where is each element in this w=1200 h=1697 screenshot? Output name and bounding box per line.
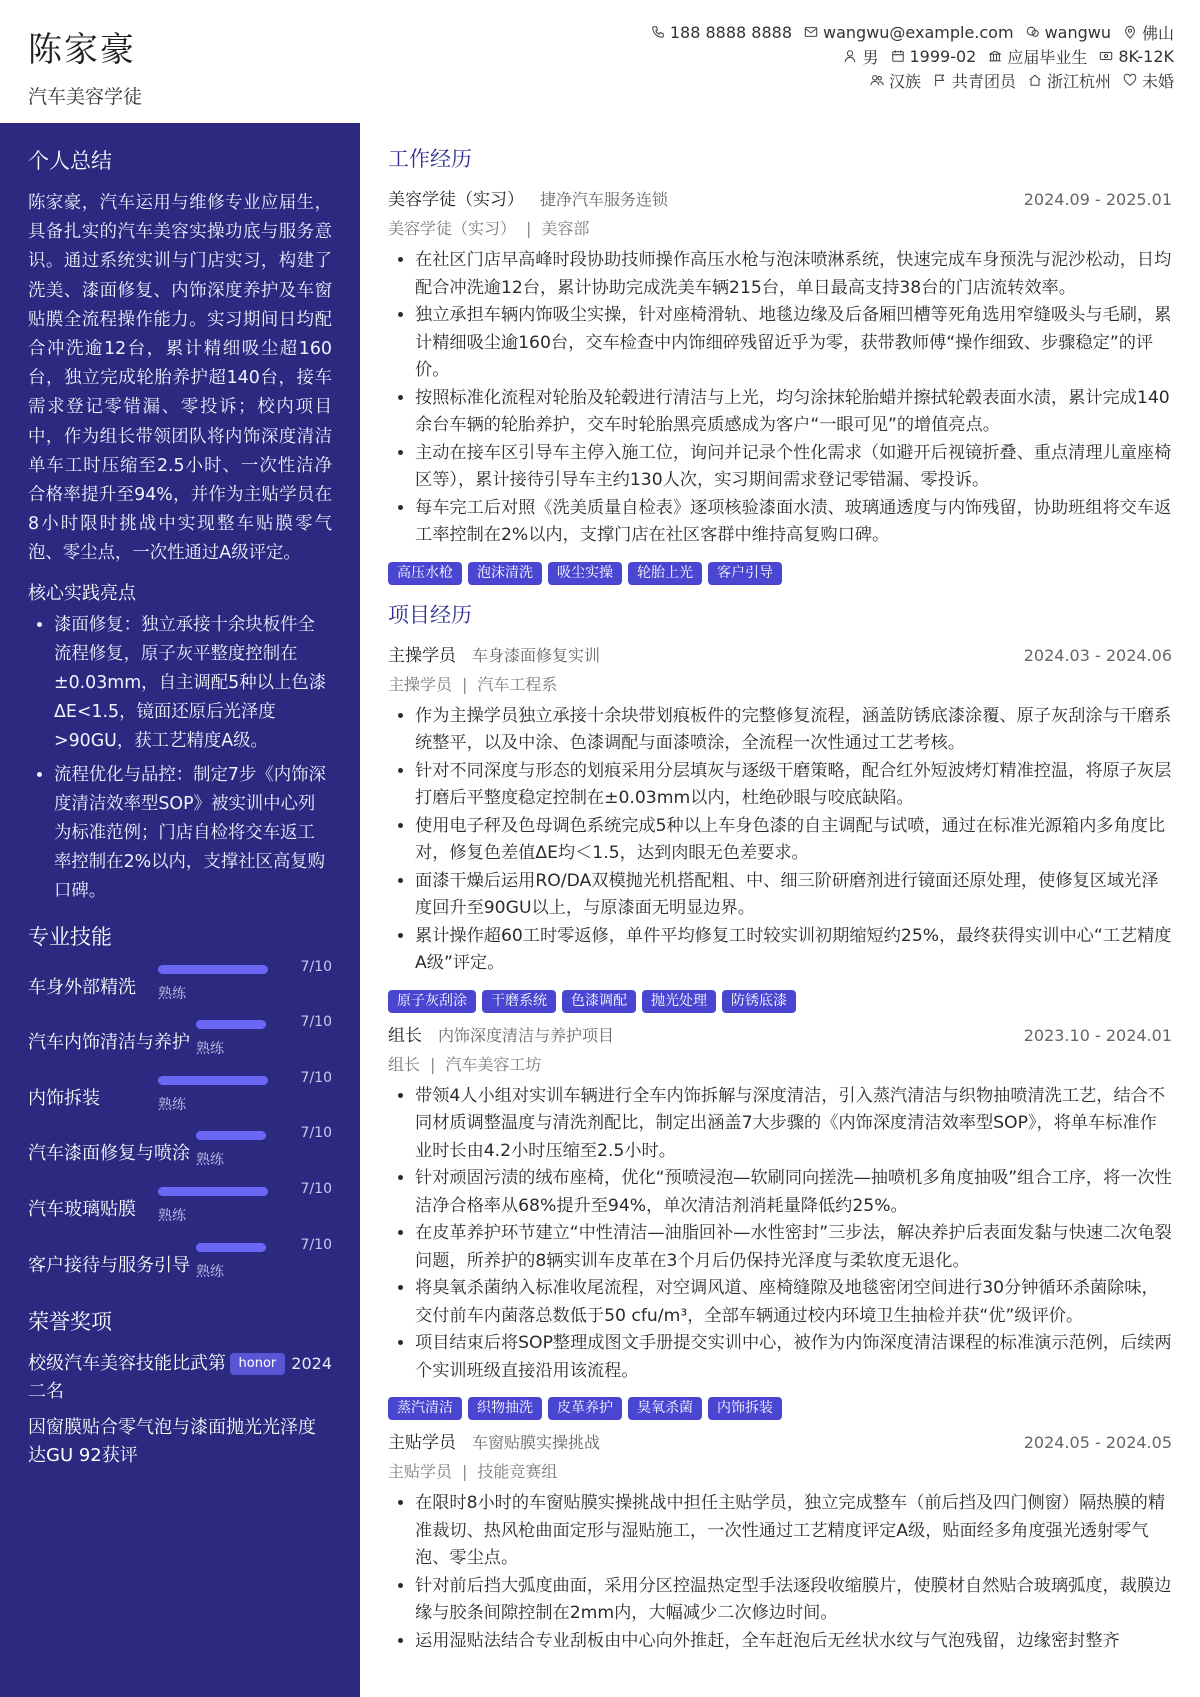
entry-date: 2023.10 - 2024.01 bbox=[1023, 1025, 1172, 1045]
skill-score: 7/10 bbox=[300, 958, 332, 975]
highlights-heading: 核心实践亮点 bbox=[28, 582, 136, 604]
entry-bullets bbox=[388, 1490, 1172, 1655]
bullet-item: • 累计操作超60工时零返修，单件平均修复工时较实训初期缩短约25%，最终获得实训中心“工艺精度A级”评定。 bbox=[415, 923, 1172, 978]
contact-item bbox=[1123, 69, 1174, 92]
skill-name: 汽车内饰清洁与养护 bbox=[28, 1032, 190, 1054]
award-row bbox=[28, 1414, 332, 1470]
tag-list bbox=[388, 1397, 1172, 1420]
bullet-item: • 将臭氧杀菌纳入标准收尾流程，对空调风道、座椅缝隙及地毯密闭空间进行30分钟循环杀菌除味，交付前车内菌落总数低于50 cfu/m³，全部车辆通过校内环境卫生抽检并获“优”级评价。 bbox=[415, 1275, 1172, 1330]
contact-text: 1999-02 bbox=[909, 46, 977, 66]
skill-row bbox=[28, 1014, 332, 1076]
separator: | bbox=[462, 1462, 468, 1481]
calendar-icon bbox=[891, 49, 905, 63]
entry-sub-role: 主操学员 bbox=[388, 674, 453, 694]
contact-item bbox=[1026, 23, 1111, 42]
bullet-item: • 运用湿贴法结合专业刮板由中心向外推赶，全车赶泡后无丝状水纹与气泡残留，边缘密封整齐 bbox=[415, 1628, 1172, 1656]
skill-row bbox=[28, 1181, 332, 1243]
entry-sub-role: 美容学徒（实习） bbox=[388, 219, 517, 238]
contact-item bbox=[651, 23, 792, 42]
skills-heading: 专业技能 bbox=[28, 924, 112, 949]
mail-icon bbox=[804, 25, 818, 39]
entry-title: 主贴学员 bbox=[388, 1433, 456, 1453]
tag-list bbox=[388, 562, 1172, 585]
entry-header bbox=[388, 185, 1172, 210]
entry-subtitle bbox=[388, 672, 1172, 695]
entry-title-group bbox=[388, 1428, 600, 1453]
contact-text: 佛山 bbox=[1141, 23, 1174, 43]
people-icon bbox=[870, 73, 884, 87]
entry-date: 2024.09 - 2025.01 bbox=[1023, 190, 1172, 209]
award-meta bbox=[230, 1350, 332, 1378]
skill-row bbox=[28, 958, 332, 1021]
skill-tag: 防锈底漆 bbox=[722, 990, 796, 1013]
contact-row bbox=[651, 22, 1174, 42]
experience-entry bbox=[388, 1021, 1172, 1421]
skill-tag: 内饰拆装 bbox=[708, 1397, 782, 1420]
highlight-item: • 漆面修复：独立承接十余块板件全流程修复，原子灰平整度控制在±0.03mm，自主调配5种以上色漆ΔE<1.5，镜面还原后光泽度>90GU，获工艺精度A级。 bbox=[54, 611, 332, 757]
skill-progress-fill bbox=[158, 1076, 268, 1085]
entry-header bbox=[388, 1428, 1172, 1453]
skill-progress-fill bbox=[196, 1131, 266, 1140]
skill-progress-fill bbox=[196, 1243, 266, 1252]
bullet-item: • 针对顽固污渍的绒布座椅，优化“预喷浸泡—软刷同向搓洗—抽喷机多角度抽吸”组合工序，将一次性洁净合格率从68%提升至94%，单次清洁剂消耗量降低约25%。 bbox=[415, 1165, 1172, 1220]
skill-level: 熟练 bbox=[158, 985, 186, 1002]
main-content bbox=[388, 123, 1172, 1697]
bullet-item: • 针对前后挡大弧度曲面，采用分区控温热定型手法逐段收缩膜片，使膜材自然贴合玻璃弧度，裁膜边缘与胶条间隙控制在2mm内，大幅减少二次修边时间。 bbox=[415, 1573, 1172, 1628]
award-item bbox=[28, 1350, 332, 1406]
skill-score: 7/10 bbox=[300, 1125, 332, 1142]
bullet-item: • 在限时8小时的车窗贴膜实操挑战中担任主贴学员，独立完成整车（前后挡及四门侧窗）隔热膜的精准裁切、热风枪曲面定形与湿贴施工，一次性通过工艺精度评定A级，贴面经多角度强光透射零气泡、零尘点。 bbox=[415, 1490, 1172, 1573]
phone-icon bbox=[651, 25, 665, 39]
work-heading: 工作经历 bbox=[388, 147, 472, 171]
skill-score: 7/10 bbox=[300, 1069, 332, 1086]
contact-item bbox=[843, 45, 878, 68]
wechat-icon bbox=[1026, 25, 1040, 39]
separator: | bbox=[526, 219, 532, 238]
entry-sub-dept: 美容部 bbox=[541, 219, 590, 238]
bullet-item: • 主动在接车区引导车主停入施工位，询问并记录个性化需求（如避开后视镜折叠、重点清理儿童座椅区等），累计接待引导车主约130人次，实习期间需求登记零错漏、零投诉。 bbox=[415, 440, 1172, 495]
entry-sub-dept: 技能竞赛组 bbox=[477, 1462, 558, 1481]
flag-icon bbox=[933, 73, 947, 87]
skill-tag: 织物抽洗 bbox=[468, 1397, 542, 1420]
summary-heading: 个人总结 bbox=[28, 149, 112, 173]
skill-level: 熟练 bbox=[196, 1263, 224, 1280]
entry-title: 组长 bbox=[388, 1025, 422, 1046]
skill-level: 熟练 bbox=[196, 1041, 224, 1058]
contact-text: wangwu@example.com bbox=[823, 22, 1014, 42]
contact-row bbox=[870, 70, 1174, 90]
awards-list bbox=[28, 1350, 332, 1470]
skill-row bbox=[28, 1125, 332, 1187]
entry-subtitle bbox=[388, 1052, 1172, 1075]
award-badge: honor bbox=[230, 1353, 286, 1375]
contact-item bbox=[891, 47, 977, 66]
skill-name: 汽车漆面修复与喷涂 bbox=[28, 1143, 190, 1165]
awards-heading: 荣誉奖项 bbox=[28, 1310, 112, 1335]
highlight-item: • 流程优化与品控：制定7步《内饰深度清洁效率型SOP》被实训中心列为标准范例；门店自检将交车返工率控制在2%以内，支撑社区高复购口碑。 bbox=[54, 761, 332, 907]
bullet-item: • 作为主操学员独立承接十余块带划痕板件的完整修复流程，涵盖防锈底漆涂覆、原子灰刮涂与干磨系统整平，以及中涂、色漆调配与面漆喷涂，全流程一次性通过工艺考核。 bbox=[415, 703, 1172, 758]
skill-score: 7/10 bbox=[300, 1236, 332, 1253]
location-icon bbox=[1123, 25, 1137, 39]
skill-tag: 泡沫清洗 bbox=[468, 562, 542, 585]
bullet-item: • 在社区门店早高峰时段协助技师操作高压水枪与泡沫喷淋系统，快速完成车身预洗与泥沙松动，日均配合冲洗逾12台，累计协助完成洗美车辆215台，单日最高支持38台的门店流转效率。 bbox=[415, 247, 1172, 302]
summary-text: 陈家豪，汽车运用与维修专业应届生，具备扎实的汽车美容实操功底与服务意识。通过系统实训与门店实习，构建了洗美、漆面修复、内饰深度养护及车窗贴膜全流程操作能力。实习期间日均配合冲洗逾12台，累计精细吸尘超160台，独立完成轮胎养护超140台，接车需求登记零错漏、零投诉；校内项目中，作为组长带领团队将内饰深度清洁单车工时压缩至2.5小时、一次性洁净合格率提升至94%，并作为主贴学员在8小时限时挑战中实现整车贴膜零气泡、零尘点，一次性通过A级评定。 bbox=[28, 193, 332, 564]
person-icon bbox=[843, 49, 857, 63]
entry-sub-role: 组长 bbox=[388, 1054, 421, 1074]
entry-title-group bbox=[388, 185, 668, 210]
entry-subtitle bbox=[388, 216, 1172, 239]
skill-progress-bar bbox=[158, 1076, 268, 1085]
skill-tag: 干磨系统 bbox=[482, 990, 556, 1013]
home-icon bbox=[1028, 73, 1042, 87]
entry-title: 主操学员 bbox=[388, 645, 456, 666]
skills-list bbox=[28, 958, 332, 1299]
skill-tag: 色漆调配 bbox=[562, 990, 636, 1013]
skill-name: 汽车玻璃贴膜 bbox=[28, 1199, 136, 1221]
contact-item bbox=[1099, 47, 1174, 66]
contact-text: wangwu bbox=[1044, 22, 1111, 42]
skill-row bbox=[28, 1236, 332, 1299]
entry-organization: 捷净汽车服务连锁 bbox=[540, 190, 669, 209]
skill-tag: 高压水枪 bbox=[388, 562, 462, 585]
entry-sub-role: 主贴学员 bbox=[388, 1462, 453, 1481]
entry-sub-dept: 汽车工程系 bbox=[477, 674, 558, 694]
award-title: 因窗膜贴合零气泡与漆面抛光光泽度达GU 92获评 bbox=[28, 1417, 316, 1467]
entry-title-group bbox=[388, 1021, 614, 1046]
skill-level: 熟练 bbox=[158, 1096, 186, 1113]
bullet-item: • 每车完工后对照《洗美质量自检表》逐项核验漆面水渍、玻璃通透度与内饰残留，协助班组将交车返工率控制在2%以内，支撑门店在社区客群中维持高复购口碑。 bbox=[415, 495, 1172, 550]
skill-progress-bar bbox=[196, 1243, 266, 1252]
contact-text: 应届毕业生 bbox=[1007, 47, 1088, 67]
bullet-item: • 在皮革养护环节建立“中性清洁—油脂回补—水性密封”三步法，解决养护后表面发黏与快速二次龟裂问题，所养护的8辆实训车皮革在3个月后仍保持光泽度与柔软度无退化。 bbox=[415, 1220, 1172, 1275]
skill-score: 7/10 bbox=[300, 1181, 332, 1198]
skill-tag: 蒸汽清洁 bbox=[388, 1397, 462, 1420]
work-list bbox=[388, 185, 1172, 585]
skill-level: 熟练 bbox=[158, 1208, 186, 1225]
skill-progress-fill bbox=[196, 1020, 266, 1029]
heart-icon bbox=[1123, 73, 1137, 87]
bullet-item: • 按照标准化流程对轮胎及轮毂进行清洁与上光，均匀涂抹轮胎蜡并擦拭轮毂表面水渍，累计完成140余台车辆的轮胎养护，交车时轮胎黑亮质感成为客户“一眼可见”的增值亮点。 bbox=[415, 385, 1172, 440]
skill-tag: 原子灰刮涂 bbox=[388, 990, 476, 1013]
award-title: 校级汽车美容技能比武第二名 bbox=[28, 1353, 226, 1403]
experience-entry bbox=[388, 185, 1172, 585]
skill-name: 内饰拆装 bbox=[28, 1087, 100, 1109]
contact-item bbox=[988, 45, 1087, 68]
entry-bullets bbox=[388, 1083, 1172, 1386]
resume-header bbox=[0, 0, 1200, 123]
skill-score: 7/10 bbox=[300, 1014, 332, 1031]
entry-bullets bbox=[388, 703, 1172, 978]
contact-item bbox=[870, 69, 921, 92]
bullet-item: • 使用电子秤及色母调色系统完成5种以上车身色漆的自主调配与试喷，通过在标准光源箱内多角度比对，修复色差值ΔE均＜1.5，达到肉眼无色差要求。 bbox=[415, 813, 1172, 868]
contact-text: 未婚 bbox=[1141, 71, 1174, 91]
contact-info bbox=[651, 22, 1174, 90]
sidebar bbox=[0, 123, 360, 1697]
award-year: 2024 bbox=[291, 1354, 332, 1374]
skill-progress-bar bbox=[158, 1187, 268, 1196]
skill-progress-bar bbox=[196, 1131, 266, 1140]
bullet-item: • 独立承担车辆内饰吸尘实操，针对座椅滑轨、地毯边缘及后备厢凹槽等死角选用窄缝吸头与毛刷，累计精细吸尘逾160台，交车检查中内饰细碎残留近乎为零，获带教师傅“操作细致、步骤稳定”的评价。 bbox=[415, 302, 1172, 385]
skill-name: 车身外部精洗 bbox=[28, 976, 136, 998]
award-item bbox=[28, 1414, 332, 1470]
contact-text: 8K-12K bbox=[1118, 46, 1174, 66]
skill-tag: 臭氧杀菌 bbox=[628, 1397, 702, 1420]
experience-entry bbox=[388, 641, 1172, 1013]
contact-item bbox=[933, 69, 1016, 92]
skill-progress-fill bbox=[158, 965, 268, 974]
contact-text: 男 bbox=[862, 47, 879, 67]
separator: | bbox=[430, 1054, 436, 1074]
bullet-item: • 项目结束后将SOP整理成图文手册提交实训中心，被作为内饰深度清洁课程的标准演示范例，后续两个实训班级直接沿用该流程。 bbox=[415, 1330, 1172, 1385]
contact-item bbox=[1028, 69, 1111, 92]
project-list bbox=[388, 641, 1172, 1656]
entry-date: 2024.03 - 2024.06 bbox=[1023, 645, 1172, 665]
bullet-item: • 面漆干燥后运用RO/DA双模抛光机搭配粗、中、细三阶研磨剂进行镜面还原处理，使修复区域光泽度回升至90GU以上，与原漆面无明显边界。 bbox=[415, 868, 1172, 923]
entry-bullets bbox=[388, 247, 1172, 550]
entry-subtitle bbox=[388, 1459, 1172, 1482]
skill-row bbox=[28, 1069, 332, 1132]
skill-name: 客户接待与服务引导 bbox=[28, 1254, 190, 1276]
school-icon bbox=[988, 49, 1002, 63]
skill-tag: 吸尘实操 bbox=[548, 562, 622, 585]
tag-list bbox=[388, 990, 1172, 1013]
entry-organization: 车窗贴膜实操挑战 bbox=[472, 1433, 601, 1452]
award-row bbox=[28, 1350, 332, 1406]
skill-tag: 皮革养护 bbox=[548, 1397, 622, 1420]
contact-text: 浙江杭州 bbox=[1046, 71, 1111, 91]
contact-item bbox=[804, 23, 1014, 42]
skill-progress-fill bbox=[158, 1187, 268, 1196]
experience-entry bbox=[388, 1428, 1172, 1655]
candidate-role: 汽车美容学徒 bbox=[28, 86, 143, 108]
bullet-item: • 针对不同深度与形态的划痕采用分层填灰与逐级干磨策略，配合红外短波烤灯精准控温，将原子灰层打磨后平整度稳定控制在±0.03mm以内，杜绝砂眼与咬底缺陷。 bbox=[415, 758, 1172, 813]
bullet-item: • 带领4人小组对实训车辆进行全车内饰拆解与深度清洁，引入蒸汽清洁与织物抽喷清洗工艺，结合不同材质调整温度与清洗剂配比，制定出涵盖7大步骤的《内饰深度清洁效率型SOP》，将单车标准作业时长由4.2小时压缩至2.5小时。 bbox=[415, 1083, 1172, 1166]
money-icon bbox=[1099, 49, 1113, 63]
entry-date: 2024.05 - 2024.05 bbox=[1023, 1433, 1172, 1452]
contact-text: 共青团员 bbox=[951, 71, 1016, 91]
skill-progress-bar bbox=[158, 965, 268, 974]
skill-progress-bar bbox=[196, 1020, 266, 1029]
contact-row bbox=[843, 46, 1174, 66]
contact-text: 汉族 bbox=[888, 71, 921, 91]
entry-header bbox=[388, 1021, 1172, 1046]
skill-level: 熟练 bbox=[196, 1152, 224, 1169]
entry-organization: 内饰深度清洁与养护项目 bbox=[438, 1025, 615, 1045]
project-heading: 项目经历 bbox=[388, 602, 472, 627]
contact-item bbox=[1123, 21, 1174, 44]
entry-title: 美容学徒（实习） bbox=[388, 190, 524, 210]
skill-tag: 抛光处理 bbox=[642, 990, 716, 1013]
highlights-list bbox=[28, 611, 332, 907]
entry-header bbox=[388, 641, 1172, 666]
skill-tag: 客户引导 bbox=[708, 562, 782, 585]
entry-sub-dept: 汽车美容工坊 bbox=[445, 1054, 542, 1074]
entry-title-group bbox=[388, 641, 600, 666]
separator: | bbox=[462, 674, 468, 694]
candidate-name: 陈家豪 bbox=[28, 30, 136, 70]
contact-text: 188 8888 8888 bbox=[669, 22, 793, 42]
entry-organization: 车身漆面修复实训 bbox=[472, 645, 601, 665]
skill-tag: 轮胎上光 bbox=[628, 562, 702, 585]
